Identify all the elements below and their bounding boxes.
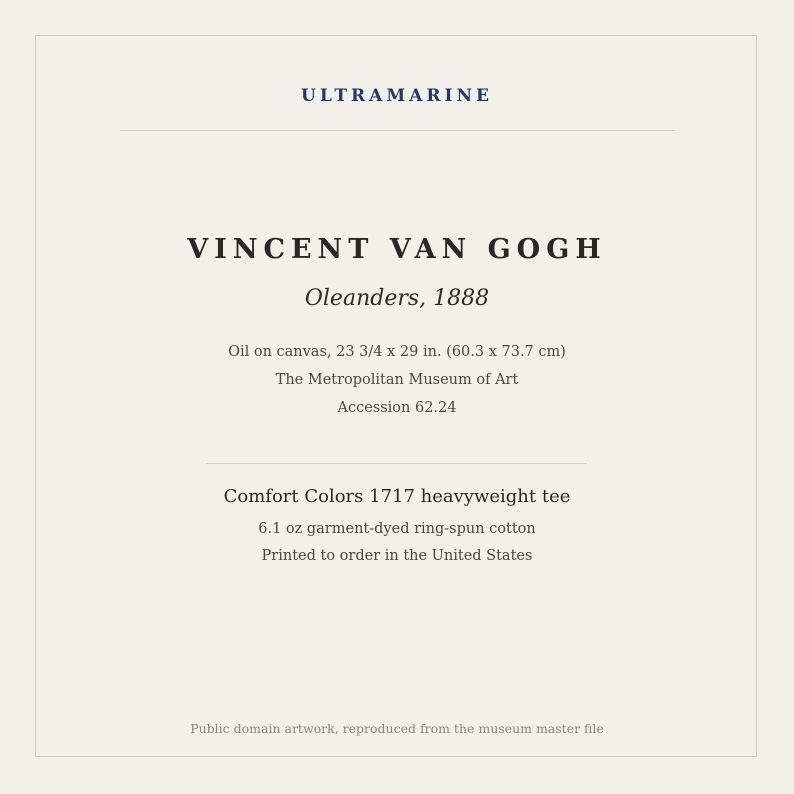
- product-fabric: 6.1 oz garment-dyed ring-spun cotton: [258, 521, 536, 537]
- artist-name: VINCENT VAN GOGH: [187, 234, 607, 265]
- artwork-museum: The Metropolitan Museum of Art: [275, 372, 519, 388]
- artwork-title: Oleanders, 1888: [304, 286, 490, 311]
- product-origin: Printed to order in the United States: [261, 548, 533, 564]
- footer-note: Public domain artwork, reproduced from the museum master file: [190, 721, 604, 736]
- artwork-medium-dimensions: Oil on canvas, 23 3/4 x 29 in. (60.3 x 73.7 cm): [228, 344, 566, 360]
- product-name: Comfort Colors 1717 heavyweight tee: [223, 486, 571, 507]
- brand-name: ULTRAMARINE: [301, 86, 493, 106]
- divider-top: [120, 130, 675, 131]
- divider-middle: [206, 463, 587, 464]
- card-border: [35, 35, 757, 757]
- artwork-accession: Accession 62.24: [337, 400, 457, 416]
